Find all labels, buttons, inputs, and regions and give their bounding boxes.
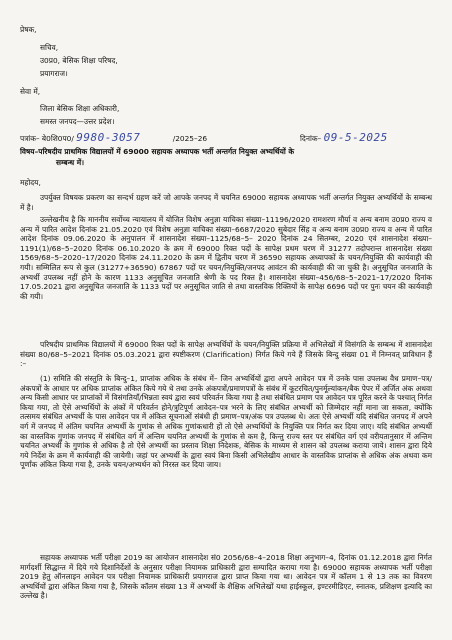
body-paragraph-1: उपर्युक्त विषयक प्रकरण का सन्दर्भ ग्रहण करें जो आपके जनपद में चयनित 69000 सहायक अध्यापक भर्ती अन्तर्गत नियुक्त अभ्यर्थियों के सम्बन्ध में है। [20, 193, 432, 212]
subject-label: विषय– [20, 147, 39, 156]
sender-org: उ0प्र0, बेसिक शिक्षा परिषद, [40, 56, 118, 65]
date-handwritten: 09-5-2025 [323, 131, 388, 144]
body-paragraph-4: (1) समिति की संस्तुति के बिन्दु–1, प्राप्तांक अधिक के संबंध में– जिन अभ्यर्थियों द्वारा अपने आवेदन पत्र में उनके पास उपलब्ध वैध प्रमाण–पत्र/अंकपत्रों के आधार पर अधिक प्राप्तांक अंकित किये गये थे तथा उनके अंकपत्रों/प्रमाणपत्रों के संबंध में कूटरचित/पुनर्मूल्यांकन/बैक पेपर में अर्जित अंक अथवा अन्य किसी आधार पर प्राप्तांकों में विसंगतियाँ/भिन्नता स्वयं द्वारा स्वयं परिवर्तन किया गया है तथा संबंधित प्रमाण पत्र आवेदन पत्र पूरित करने के पश्चात् निर्गत किया गया, तो ऐसे अभ्यर्थियों के अंकों में परिवर्तन होने/त्रुटिपूर्ण आवेदन–पत्र भरने के लिए संबंधित अभ्यर्थी को जिम्मेदार नहीं माना जा सकता, क्योंकि तत्समय संबंधित अभ्यर्थी के पास आवेदन पत्र में अंकित सूचनाओं संबंधी ही प्रमाण–पत्र/अंक पत्र उपलब्ध थे। अतः ऐसे अभ्यर्थी यदि संबंधित जनपद में अपने वर्ग में जनपद में अंतिम चयनित अभ्यर्थी के गुणांक से अधिक गुणांकधारी हों तो ऐसे अभ्यर्थियों के नियुक्ति पत्र निर्गत कर दिया जाए। यदि संबंधित अभ्यर्थी का वास्तविक गुणांक जनपद में संबंधित वर्ग में अन्तिम चयनित अभ्यर्थी के गुणांक से कम है, किन्तु राज्य स्तर पर संबंधित वर्ग एवं वरीयतानुसार में अन्तिम चयनित अभ्यर्थी के गुणांक से अधिक है तो ऐसे अभ्यर्थी का प्रस्ताव शिक्षा निदेशक, बेसिक के माध्यम से शासन को उपलब्ध कराया जाये। शासन द्वारा दिये गये निर्देश के क्रम में कार्यवाही की जायेगी। जहां पर अभ्यर्थी के द्वारा स्वयं बिना किसी अभिलेखीय आधार के वास्तविक प्राप्तांक से अधिक अंक अथवा कम पूर्णांक अंकित किया गया है, उनके चयन/अभ्यर्थन को निरस्त कर दिया जाय। [20, 374, 432, 470]
ref-number-handwritten: 9980-3057 [76, 131, 141, 144]
subject-line [20, 147, 294, 157]
ref-prefix: पत्रांक– बे0शि0प0/ [20, 134, 74, 143]
subject-text-1: परिषदीय प्राथमिक विद्यालयों में 69000 सहायक अध्यापक भर्ती अन्तर्गत नियुक्त अभ्यर्थियों के [38, 147, 295, 156]
subject-text-2: सम्बन्ध में। [56, 158, 85, 167]
sender-city: प्रयागराज। [40, 69, 68, 78]
body-paragraph-5: सहायक अध्यापक भर्ती परीक्षा 2019 का आयोजन शासनादेश सं0 2056/68–4–2018 शिक्षा अनुभाग–4, दिनांक 01.12.2018 द्वारा निर्गत मार्गदर्शी सिद्धान्त में दिये गये दिशानिर्देशों के अनुसार परीक्षा नियामक प्राधिकारी द्वारा सम्पादित कराया गया है। 69000 सहायक अध्यापक भर्ती परीक्षा 2019 हेतु ऑनलाइन आवेदन पत्र परीक्षा नियामक प्राधिकारी प्रयागराज द्वारा प्राप्त किया गया था। आवेदन पत्र में कॉलम 1 से 13 तक का विवरण अभ्यर्थियों द्वारा अंकित किया गया है, जिसके कॉलम संख्या 13 में अभ्यर्थी के शैक्षिक अभिलेखों यथा हाईस्कूल, इण्टरमीडिएट, स्नातक, प्रशिक्षण इत्यादि का उल्लेख है। [20, 553, 432, 601]
body-paragraph-2: उल्लेखनीय है कि माननीय सर्वोच्च न्यायालय में योजित विशेष अनुज्ञा याचिका संख्या–11196/2020 रामशरण मौर्या व अन्य बनाम उ0प्र0 राज्य व अन्य में पारित आदेश दिनांक 21.05.2020 एवं विशेष अनुज्ञा याचिका संख्या–6687/2020 सुबेदार सिंह व अन्य बनाम उ0प्र0 राज्य व अन्य में पारित आदेश दिनांक 09.06.2020 के अनुपालन में शासनादेश संख्या–1125/68–5– 2020 दिनांक 24 सितम्बर, 2020 एवं शासनादेश संख्या–1191(1)/68–5–2020 दिनांक 06.10.2020 के क्रम में 69000 रिक्त पदों के सापेक्ष प्रथम चरण में 31277 तदोपरान्त शासनादेश संख्या 1569/68–5–2020–17/2020 दिनांक 24.11.2020 के क्रम में द्वितीय चरण में 36590 सहायक अध्यापकों के चयन/नियुक्ति की कार्यवाही की गयी। सम्मिलित रूप से कुल (31277+36590) 67867 पदों पर चयन/नियुक्ति/जनपद आवंटन की कार्यवाही की जा चुकी है। अनुसूचित जनजाति के अभ्यर्थी उपलब्ध नहीं होने के कारण 1133 अनुसूचित जनजाति श्रेणी के पद रिक्त है। शासनादेश संख्या–456/68–5–2021–17/2020 दिनांक 17.05.2021 द्वारा अनुसूचित जनजाति के 1133 पदों पर अनुसूचित जाति से तथा वास्तविक रिक्तियों के सापेक्ष 6696 पदों पर पुनः चयन की कार्यवाही की गयी। [20, 215, 432, 301]
ref-suffix: /2025–26 [172, 134, 208, 143]
recipient-title: जिला बेसिक शिक्षा अधिकारी, [40, 104, 120, 113]
reference-line [20, 133, 207, 144]
salutation: महोदय, [20, 178, 41, 187]
recipient-scope: समस्त जनपद—उत्तर प्रदेश। [40, 117, 115, 126]
from-label: प्रेषक, [20, 25, 37, 34]
to-label: सेवा में, [20, 87, 41, 96]
date-label: दिनांक– [300, 134, 322, 143]
date-line [300, 133, 388, 144]
sender-title: सचिव, [40, 43, 59, 52]
body-paragraph-3: परिषदीय प्राथमिक विद्यालयों में 69000 रिक्त पदों के सापेक्ष अभ्यर्थियों के चयन/नियुक्ति प्रक्रिया में अभिलेखों में विसंगति के सम्बन्ध में शासनादेश संख्या 80/68–5–2021 दिनांक 05.03.2021 द्वारा स्पष्टीकरण (Clarification) निर्गत किये गये हैं जिसके बिन्दु संख्या 01 में निम्नवत् प्राविधान हैं :– [20, 340, 432, 369]
